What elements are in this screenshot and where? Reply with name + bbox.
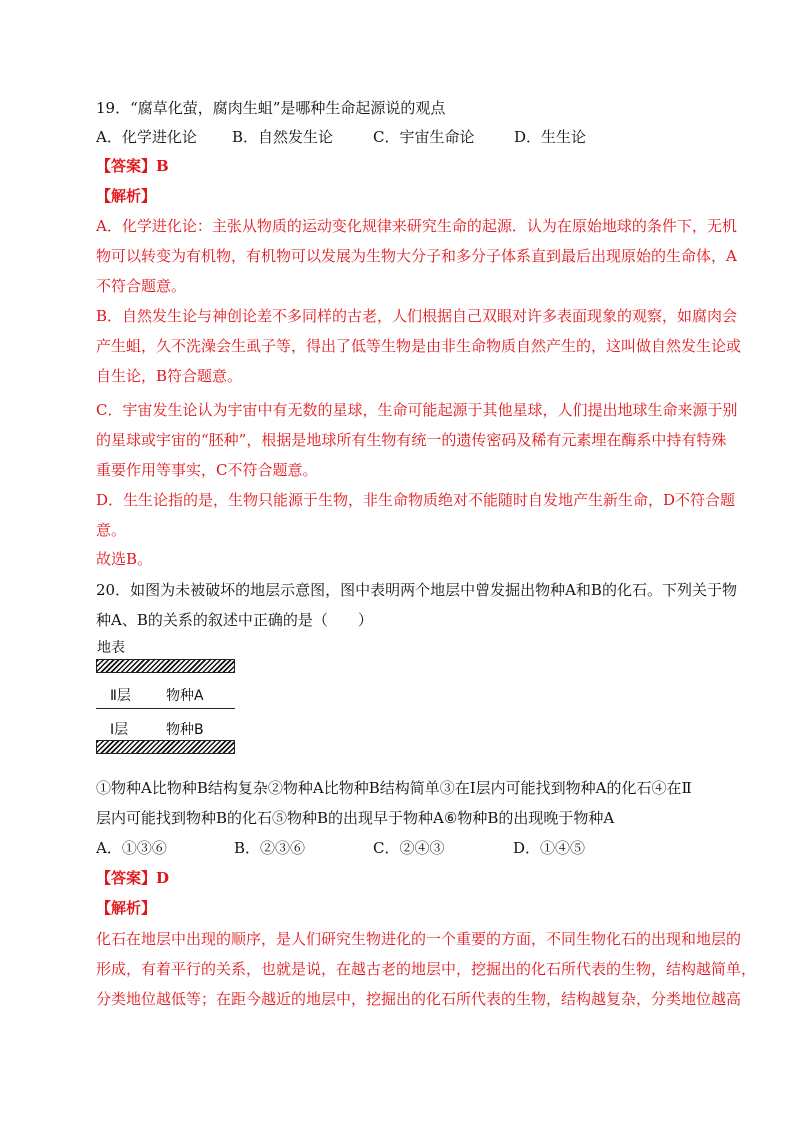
q20-statements-line: ①物种A比物种B结构复杂②物种A比物种B结构简单③在Ⅰ层内可能找到物种A的化石④在Ⅱ — [96, 779, 692, 797]
q19-analysis-line: 产生蛆，久不洗澡会生虱子等，得出了低等生物是由非生命物质自然产生的，这叫做自然发生论或 — [96, 337, 742, 355]
q20-stem-line: 种A、B的关系的叙述中正确的是（ ） — [96, 611, 373, 629]
q20-option-d: D．①④⑤ — [513, 839, 586, 857]
q20-analysis-line: 形成，有着平行的关系，也就是说，在越古老的地层中，挖掘出的化石所代表的生物，结构越简单， — [96, 960, 757, 978]
q19-stem: 19．“腐草化萤，腐肉生蛆”是哪种生命起源说的观点 — [96, 99, 446, 117]
q19-answer: 【答案】B — [96, 157, 169, 175]
q19-analysis-line: 故选B。 — [96, 550, 153, 568]
strata-diagram — [96, 640, 241, 760]
q20-analysis-line: 分类地位越低等；在距今越近的地层中，挖掘出的化石所代表的生物，结构越复杂，分类地位越高 — [96, 990, 742, 1008]
q19-analysis-line: D．生生论指的是，生物只能源于生物，非生命物质绝对不能随时自发地产生新生命，D不符合题 — [96, 491, 736, 509]
bottom-hatched-band — [96, 740, 235, 754]
q19-analysis-line: 不符合题意。 — [96, 277, 187, 295]
q19-option-b: B．自然发生论 — [232, 128, 334, 146]
q20-option-a: A．①③⑥ — [96, 839, 167, 857]
q19-analysis-line: 物可以转变为有机物，有机物可以发展为生物大分子和多分子体系直到最后出现原始的生命体，A — [96, 247, 737, 265]
layer-1-label: Ⅰ层 — [110, 722, 129, 738]
q20-stem-line: 20．如图为未被破坏的地层示意图，图中表明两个地层中曾发掘出物种A和B的化石。下列关于物 — [96, 581, 737, 599]
q19-option-a: A．化学进化论 — [96, 128, 197, 146]
q19-analysis-line: 自生论，B符合题意。 — [96, 367, 243, 385]
q20-analysis-line: 化石在地层中出现的顺序，是人们研究生物进化的一个重要的方面，不同生物化石的出现和地层的 — [96, 930, 742, 948]
q19-option-d: D．生生论 — [514, 128, 587, 146]
surface-hatched-band — [96, 659, 235, 673]
q20-analysis-label: 【解析】 — [96, 899, 157, 917]
q20-option-c: C．②④③ — [373, 839, 445, 857]
q19-analysis-line: C．宇宙发生论认为宇宙中有无数的星球，生命可能起源于其他星球，人们提出地球生命来源于别 — [96, 401, 738, 419]
layer-2-label: Ⅱ层 — [110, 688, 131, 704]
q19-analysis-line: 重要作用等事实，C不符合题意。 — [96, 461, 318, 479]
species-a-label: 物种A — [166, 688, 204, 704]
q20-statements-line: 层内可能找到物种B的化石⑤物种B的出现早于物种A⑥物种B的出现晚于物种A — [96, 809, 615, 827]
q20-answer: 【答案】D — [96, 869, 170, 887]
q19-analysis-line: A．化学进化论：主张从物质的运动变化规律来研究生命的起源．认为在原始地球的条件下，无机 — [96, 217, 737, 235]
species-b-label: 物种B — [166, 722, 204, 738]
q19-analysis-line: 的星球或宇宙的“胚种”，根据是地球所有生物有统一的遗传密码及稀有元素埋在酶系中持有特殊 — [96, 431, 727, 449]
layer-boundary-line — [96, 708, 235, 709]
q19-option-c: C．宇宙生命论 — [373, 128, 475, 146]
q19-analysis-line: B．自然发生论与神创论差不多同样的古老，人们根据自己双眼对许多表面现象的观察，如腐肉会 — [96, 307, 738, 325]
q19-analysis-line: 意。 — [96, 521, 127, 539]
q19-analysis-label: 【解析】 — [96, 187, 157, 205]
surface-label: 地表 — [97, 640, 125, 656]
q20-option-b: B．②③⑥ — [234, 839, 306, 857]
